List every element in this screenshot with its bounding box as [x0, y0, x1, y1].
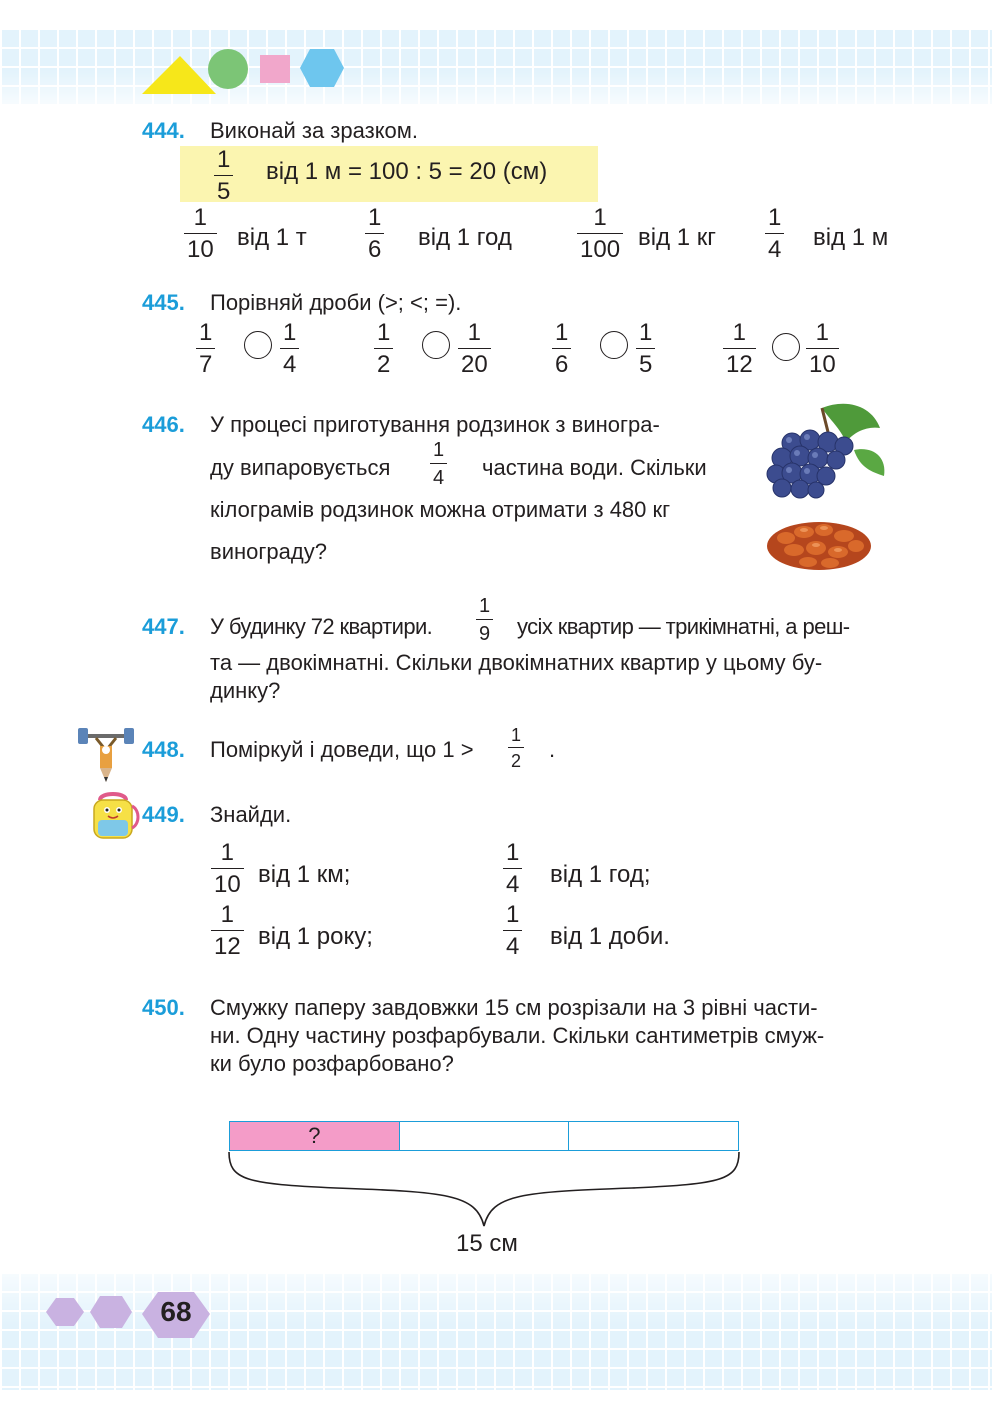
exercise-number-447: 447. [142, 614, 185, 639]
ex449-fraction-3: $\frac{1}{12}$ [211, 903, 244, 959]
ex445-pair-4-left: $\frac{1}{12}$ [723, 321, 756, 377]
example-fraction: $\frac{1}{5}$ [214, 148, 233, 204]
strip-total-label: 15 см [456, 1230, 518, 1257]
page-number: 68 [160, 1296, 192, 1327]
ex447-line-1a: У будинку 72 квартири. [210, 614, 433, 639]
exercise-number-445: 445. [142, 290, 185, 315]
ex446-line-4: винограду? [210, 539, 327, 564]
exercise-445-instruction: Порівняй дроби (>; <; =). [210, 290, 462, 315]
curly-brace [226, 1150, 742, 1230]
ex444-fraction-3: $\frac{1}{100}$ [577, 206, 623, 262]
hexagon-shape [300, 49, 344, 87]
ex444-item-4-text: від 1 м [813, 224, 889, 251]
ex445-pair-4-right: $\frac{1}{10}$ [806, 321, 839, 377]
ex444-item-2-text: від 1 год [418, 224, 512, 251]
ex444-fraction-1: $\frac{1}{10}$ [184, 206, 217, 262]
backpack-icon [86, 790, 142, 842]
ex446-line-1: У процесі приготування родзинок з виногра- [210, 412, 660, 437]
ex450-line-1: Смужку паперу завдовжки 15 см розрізали на 3 рівні части- [210, 995, 818, 1020]
comparison-circle-2[interactable] [422, 331, 450, 359]
ex444-fraction-4: $\frac{1}{4}$ [765, 206, 784, 262]
ex448-fraction: $\frac{1}{2}$ [508, 726, 524, 770]
ex448-text: Поміркуй і доведи, що 1 > [210, 737, 474, 762]
circle-shape [208, 49, 248, 89]
ex449-item-3-text: від 1 року; [258, 923, 373, 950]
ex445-pair-3-right: $\frac{1}{5}$ [636, 321, 655, 377]
exercise-number-448: 448. [142, 737, 185, 762]
header-shapes [138, 44, 350, 98]
strip-part-2 [400, 1122, 570, 1150]
ex449-fraction-2: $\frac{1}{4}$ [503, 841, 522, 897]
comparison-circle-1[interactable] [244, 331, 272, 359]
ex447-fraction: $\frac{1}{9}$ [476, 596, 493, 644]
exercise-number-450: 450. [142, 995, 185, 1020]
exercise-number-449: 449. [142, 802, 185, 827]
ex449-item-1-text: від 1 км; [258, 861, 351, 888]
ex449-item-4-text: від 1 доби. [550, 923, 670, 950]
ex445-pair-1-right: $\frac{1}{4}$ [280, 321, 299, 377]
ex448-after: . [549, 737, 556, 762]
example-text: від 1 м = 100 : 5 = 20 (см) [266, 158, 548, 185]
ex444-item-3-text: від 1 кг [638, 224, 717, 251]
ex445-pair-3-left: $\frac{1}{6}$ [552, 321, 571, 377]
raisins-image [764, 508, 874, 574]
paper-strip [229, 1121, 739, 1151]
ex447-line-3: динку? [210, 678, 281, 703]
ex446-fraction: $\frac{1}{4}$ [430, 440, 447, 488]
ex444-fraction-2: $\frac{1}{6}$ [365, 206, 384, 262]
ex447-line-1b: усіх квартир — трикімнатні, а реш- [517, 614, 850, 639]
weightlifter-pencil-icon [76, 726, 136, 784]
exercise-449-instruction: Знайди. [210, 802, 292, 827]
ex444-item-1-text: від 1 т [237, 224, 307, 251]
strip-question-mark: ? [308, 1123, 321, 1148]
ex449-fraction-1: $\frac{1}{10}$ [211, 841, 244, 897]
strip-part-3 [569, 1122, 738, 1150]
ex450-line-3: ки було розфарбовано? [210, 1051, 454, 1076]
ex450-line-2: ни. Одну частину розфарбували. Скільки сантиметрів смуж- [210, 1023, 825, 1048]
ex447-line-2: та — двокімнатні. Скільки двокімнатних квартир у цьому бу- [210, 650, 823, 675]
comparison-circle-3[interactable] [600, 331, 628, 359]
exercise-number-444: 444. [142, 118, 185, 143]
comparison-circle-4[interactable] [772, 333, 800, 361]
ex446-line-2a: ду випаровується [210, 455, 391, 480]
exercise-number-446: 446. [142, 412, 185, 437]
ex449-item-2-text: від 1 год; [550, 861, 651, 888]
ex446-line-3: кілограмів родзинок можна отримати з 480 кг [210, 497, 671, 522]
ex449-fraction-4: $\frac{1}{4}$ [503, 903, 522, 959]
ex445-pair-1-left: $\frac{1}{7}$ [196, 321, 215, 377]
grapes-image [762, 398, 892, 504]
triangle-shape [142, 56, 216, 94]
ex445-pair-2-right: $\frac{1}{20}$ [458, 321, 491, 377]
strip-part-shaded [230, 1122, 400, 1150]
ex446-line-2b: частина води. Скільки [482, 455, 707, 480]
ex445-pair-2-left: $\frac{1}{2}$ [374, 321, 393, 377]
exercise-444-instruction: Виконай за зразком. [210, 118, 419, 143]
square-shape [260, 55, 290, 83]
